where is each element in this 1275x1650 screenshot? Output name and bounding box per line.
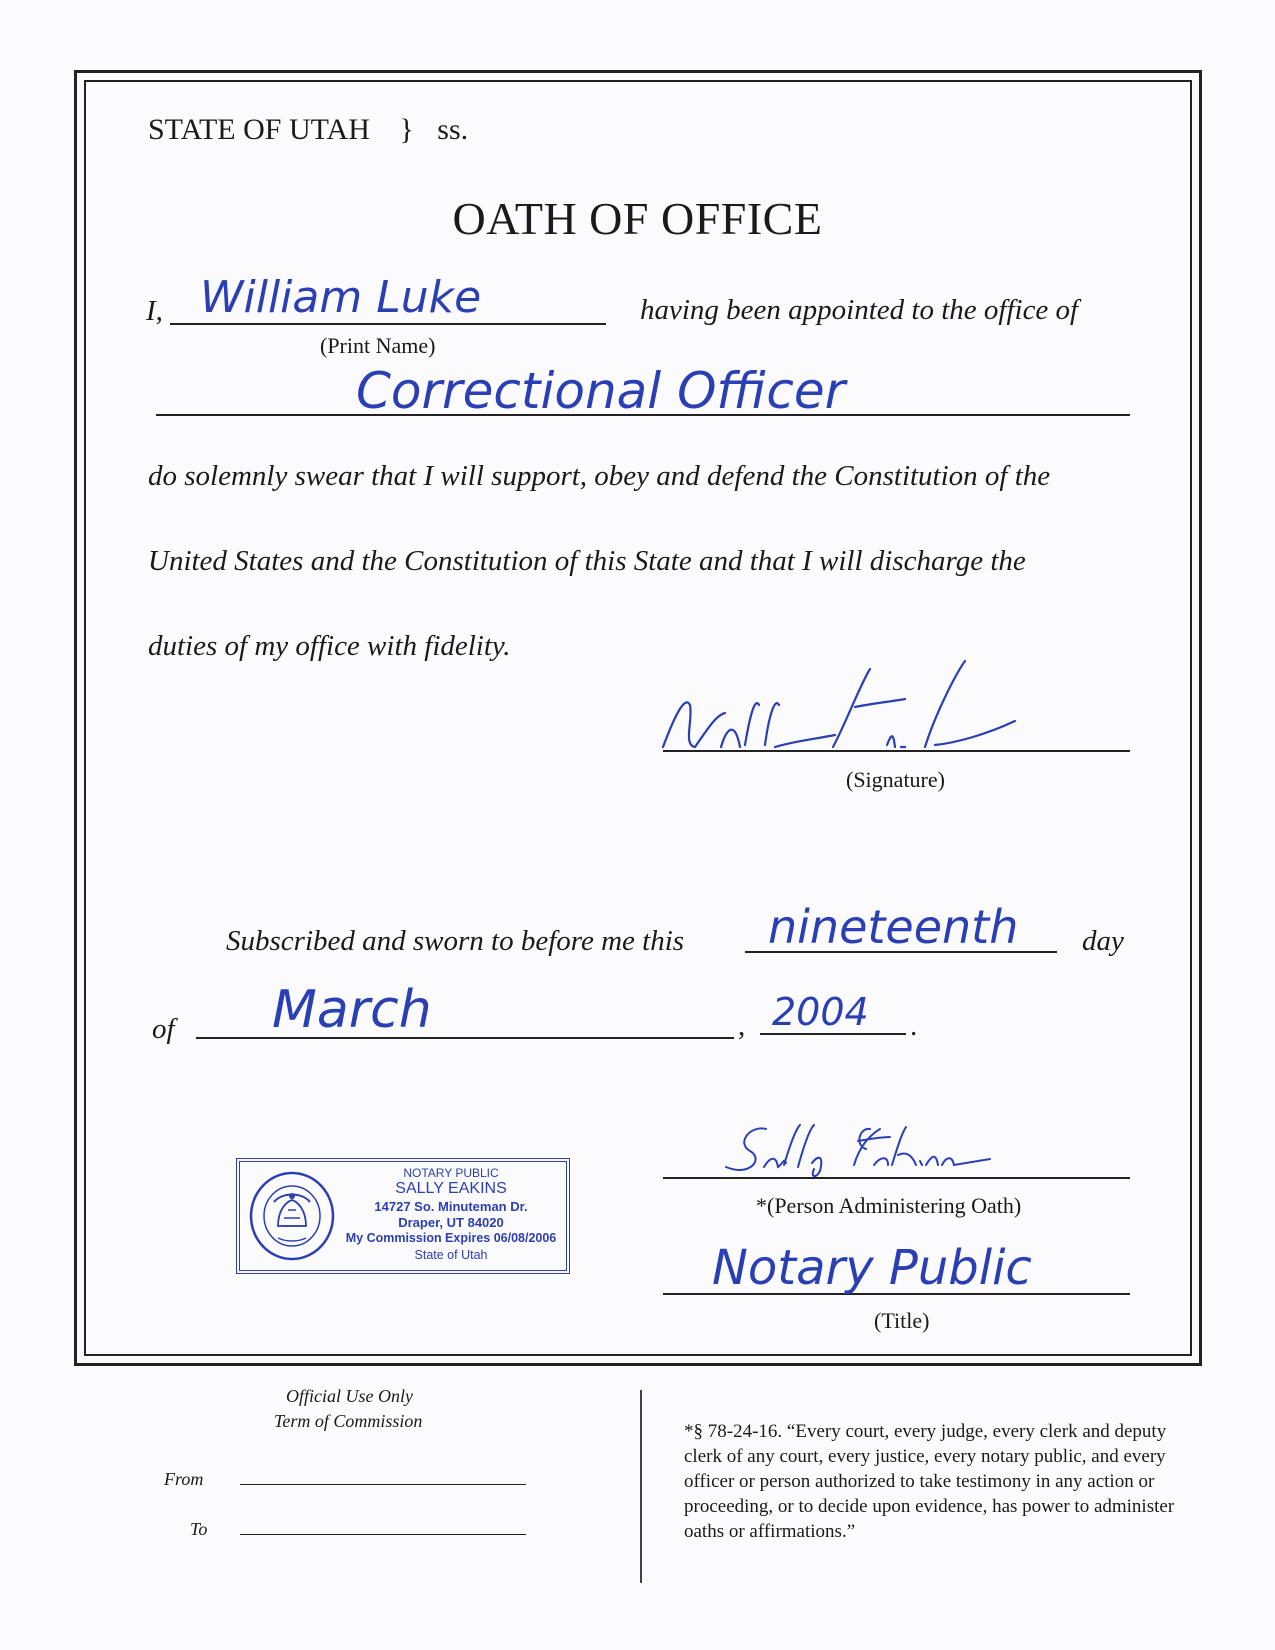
handwritten-year: 2004: [772, 990, 869, 1034]
oath-text-line-3: duties of my office with fidelity.: [148, 630, 511, 662]
from-label: From: [164, 1469, 204, 1489]
brace: }: [399, 113, 414, 146]
stamp-line-2: SALLY EAKINS: [395, 1180, 507, 1197]
handwritten-office: Correctional Officer: [356, 362, 846, 420]
signature-label: (Signature): [846, 767, 945, 792]
name-line: [170, 323, 606, 325]
appointed-text: having been appointed to the office of: [640, 294, 1079, 326]
to-label: To: [190, 1519, 208, 1539]
state-name: STATE OF UTAH: [148, 113, 370, 146]
handwritten-title: Notary Public: [712, 1240, 1032, 1296]
handwritten-day: nineteenth: [768, 900, 1019, 954]
administering-label: *(Person Administering Oath): [756, 1193, 1022, 1218]
administering-line: [663, 1177, 1130, 1179]
subscribed-text: Subscribed and sworn to before me this: [226, 925, 685, 957]
ss-abbreviation: ss.: [437, 113, 469, 146]
footer-divider: [640, 1390, 642, 1583]
stamp-line-5: My Commission Expires 06/08/2006: [345, 1231, 557, 1245]
oath-text-line-2: United States and the Constitution of this State and that I will discharge the: [148, 545, 1026, 577]
stamp-line-3: 14727 So. Minuteman Dr.: [374, 1199, 528, 1214]
handwritten-month: March: [272, 980, 432, 1040]
title-label: (Title): [874, 1308, 930, 1333]
stamp-line-4: Draper, UT 84020: [398, 1215, 504, 1230]
stamp-line-1: NOTARY PUBLIC: [403, 1166, 499, 1180]
oath-text-line-1: do solemnly swear that I will support, obey and defend the Constitution of the: [148, 460, 1051, 492]
comma: ,: [738, 1010, 746, 1042]
page-title: OATH OF OFFICE: [452, 193, 823, 244]
of-word: of: [152, 1013, 175, 1045]
print-name-label: (Print Name): [320, 333, 436, 358]
day-word: day: [1082, 925, 1124, 957]
stamp-line-6: State of Utah: [414, 1248, 488, 1262]
period: .: [910, 1010, 918, 1042]
state-seal-icon: [248, 1170, 336, 1262]
i-prefix: I,: [146, 295, 163, 327]
state-heading: [148, 113, 468, 147]
handwritten-name: William Luke: [200, 272, 482, 323]
to-line: [240, 1534, 526, 1535]
notary-stamp: [236, 1158, 570, 1274]
statute-citation: *§ 78-24-16. “Every court, every judge, every clerk and deputy clerk of any court, every justice, every notary public, and every officer or person authorized to take testimony in any action or proceeding, or to decide upon evidence, has power to administer oaths or affirmations.”: [684, 1421, 1175, 1542]
official-use-label: Official Use Only: [286, 1386, 413, 1406]
term-of-commission-label: Term of Commission: [274, 1411, 423, 1431]
oath-signature: [655, 655, 1025, 765]
notary-signature: [720, 1115, 1090, 1185]
from-line: [240, 1484, 526, 1485]
signature-line: [663, 750, 1130, 752]
